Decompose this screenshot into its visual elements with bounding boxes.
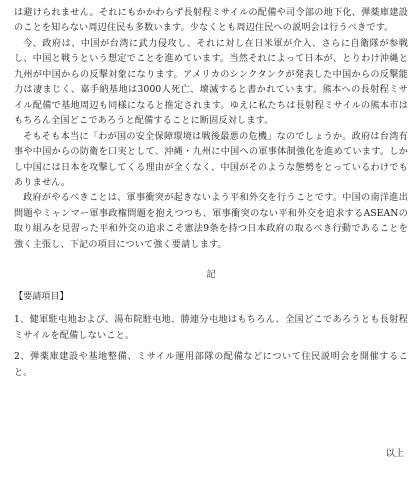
requests-heading: 【要請項目】 [14, 291, 69, 302]
closing-ijo: 以上 [385, 449, 404, 459]
request-item-2: 2、弾薬庫建設や基地整備、ミサイル運用部隊の配備などについて住民説明会を開催すること。 [14, 352, 408, 378]
request-item-1: 1、健軍駐屯地および、湯布院駐屯地、勝連分屯地はもちろん、全国どこであろうとも長射程ミサイルを配備しないこと。 [14, 315, 408, 341]
paragraph-peace-diplomacy: 政府がやるべきことは、軍事衝突が起きないよう平和外交を行うことです。中国の南洋進出問題やミャンマー軍事政権問題を抱えつつも、軍事衝突のない平和外交を追求するASEANの取り組みを見習った平和外交の追求こそ憲法9条を持つ日本政府の取るべき行動であることを強く主張し、下記の項目について強く要請します。 [14, 193, 408, 250]
ki-heading: 記 [206, 270, 216, 281]
spacer [14, 305, 408, 313]
paragraph-security-environment: そもそも本当に「わが国の安全保障環境は戦後最悪の危機」なのでしょうか。政府は台湾有事や中国からの防衛を口実として、沖縄・九州に中国への軍事体制強化を進めています。しかし中国には日本を攻撃してくる理由が全くなく、中国がそのような態勢をとっているわけでもありません。 [14, 131, 408, 188]
spacer [14, 253, 408, 268]
paragraph-taiwan-scenario: 今、政府は、中国が台湾に武力侵攻し、それに対し在日米軍が介入、さらに自衛隊が参戦し、中国と戦うという想定でことを進めています。当然それによって日本が、とりわけ沖縄と九州が中国からの反撃対象になります。アメリカのシンクタンクが発表した中国からの反撃能力は凄まじく、嘉手納基地は3000人死亡、壊滅すると書かれています。熊本への長射程ミサイル配備で基地周辺も同様になると推定されます。ゆえに私たちは長射程ミサイルの熊本市はもちろん全国どこであろうと配備することに断固反対します。 [14, 38, 408, 127]
paragraph-intro: は避けられません。それにもかかわらず長射程ミサイルの配備や司令部の地下化、弾薬庫建設のことを知らない周辺住民も多数います。少なくとも周辺住民への説明会は行うべきです。 [14, 8, 408, 34]
